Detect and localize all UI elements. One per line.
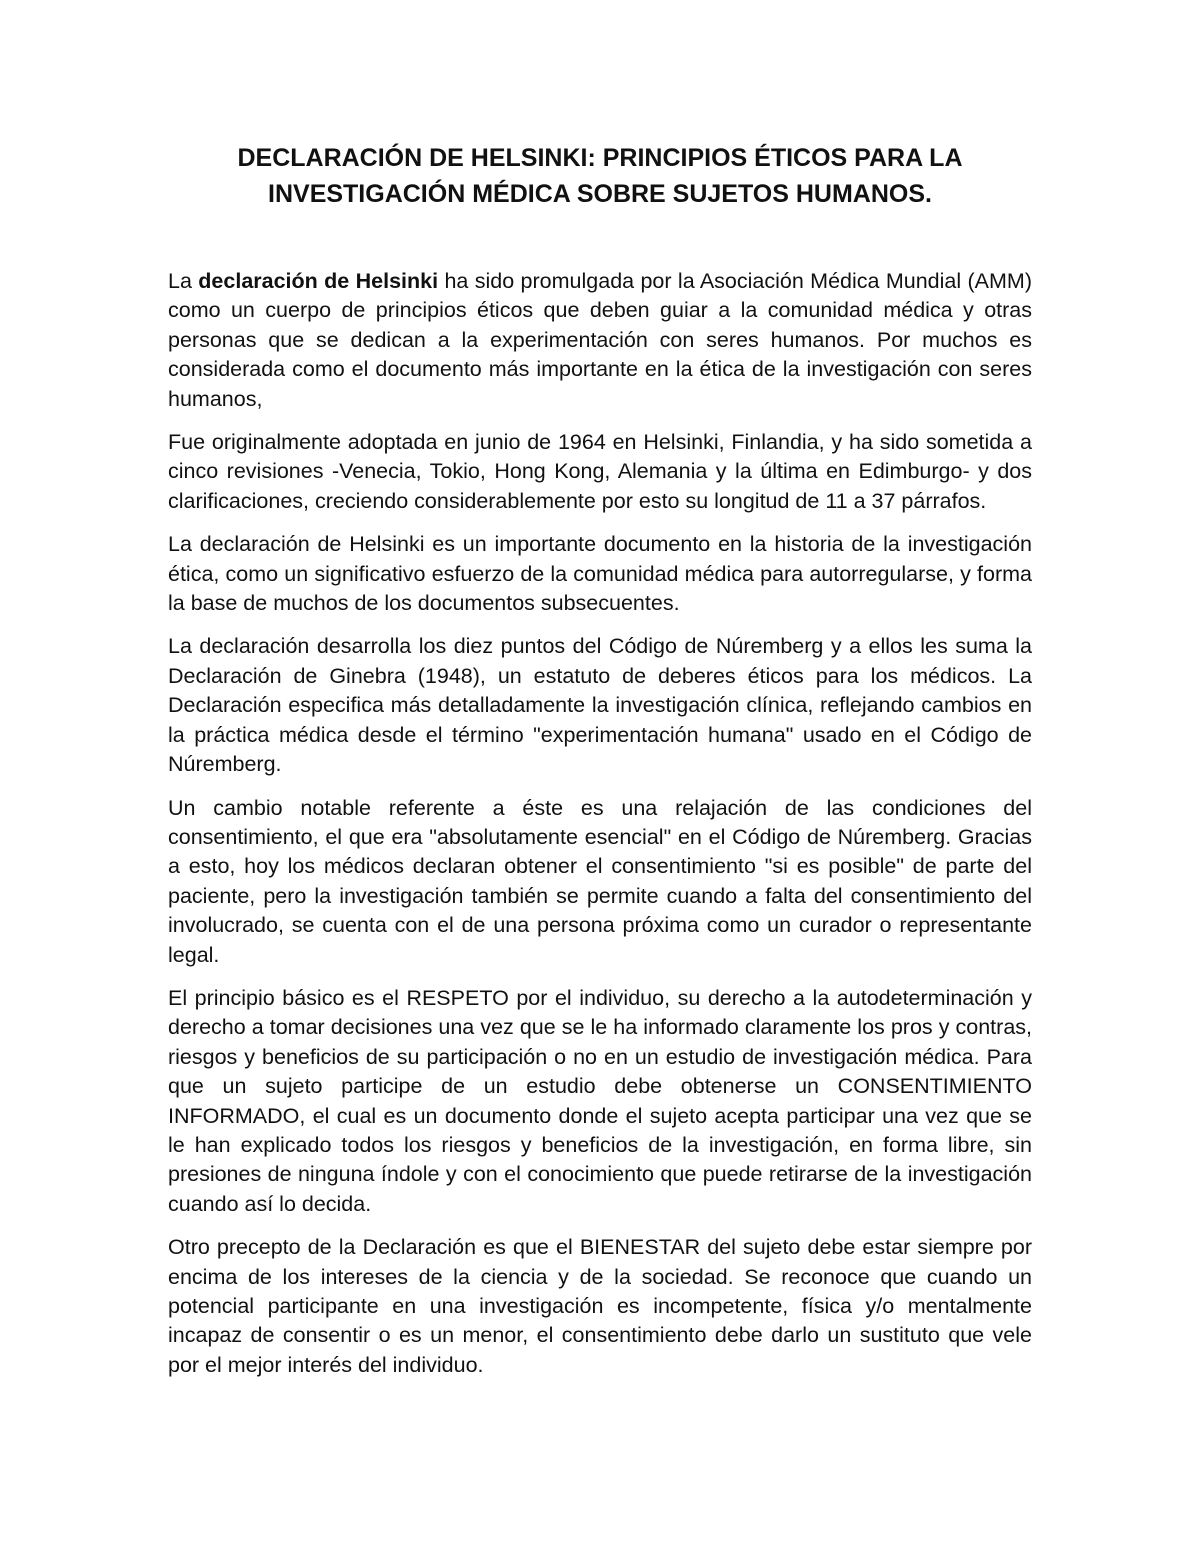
paragraph-1-lead: La: [168, 269, 199, 293]
paragraph-5: Un cambio notable referente a éste es una relajación de las condiciones del consentimiento, el que era "absolutamente esencial" en el Código de Núremberg. Gracias a esto, hoy los médicos declaran obtener el consentimiento "si es posible" de parte del paciente, pero la investigación también se permite cuando a falta del consentimiento del involucrado, se cuenta con el de una persona próxima como un curador o representante legal.: [168, 795, 1032, 967]
paragraph-1-rest: ha sido promulgada por la Asociación Médica Mundial (AMM) como un cuerpo de principios éticos que deben guiar a la comunidad médica y otras personas que se dedican a la experimentación con seres humanos. Por muchos es considerada como el documento más importante en la ética de la investigación con seres humanos,: [168, 269, 1033, 411]
paragraph-1-bold-term: declaración de Helsinki: [198, 269, 439, 293]
title-line-1: DECLARACIÓN DE HELSINKI: PRINCIPIOS ÉTICOS PARA LA: [237, 144, 963, 172]
paragraph-6: El principio básico es el RESPETO por el individuo, su derecho a la autodeterminación y derecho a tomar decisiones una vez que se le ha informado claramente los pros y contras, riesgos y beneficios de su participación o no en un estudio de investigación médica. Para que un sujeto participe de un estudio debe obtenerse un CONSENTIMIENTO INFORMADO, el cual es un documento donde el sujeto acepta participar una vez que se le han explicado todos los riesgos y beneficios de la investigación, en forma libre, sin presiones de ninguna índole y con el conocimiento que puede retirarse de la investigación cuando así lo decida.: [168, 985, 1032, 1216]
paragraph-1: [168, 267, 1032, 414]
paragraph-3: La declaración de Helsinki es un importante documento en la historia de la investigación ética, como un significativo esfuerzo de la comunidad médica para autorregularse, y forma la base de muchos de los documentos subsecuentes.: [168, 532, 1032, 616]
title-line-2: INVESTIGACIÓN MÉDICA SOBRE SUJETOS HUMANOS.: [268, 180, 932, 208]
document-title: [168, 140, 1032, 212]
paragraph-4: La declaración desarrolla los diez puntos del Código de Núremberg y a ellos les suma la Declaración de Ginebra (1948), un estatuto de deberes éticos para los médicos. La Declaración especifica más detalladamente la investigación clínica, reflejando cambios en la práctica médica desde el término "experimentación humana" usado en el Código de Núremberg.: [168, 634, 1032, 777]
paragraph-2: Fue originalmente adoptada en junio de 1964 en Helsinki, Finlandia, y ha sido sometida a cinco revisiones -Venecia, Tokio, Hong Kong, Alemania y la última en Edimburgo- y dos clarificaciones, creciendo considerablemente por esto su longitud de 11 a 37 párrafos.: [168, 430, 1032, 513]
paragraph-7: Otro precepto de la Declaración es que el BIENESTAR del sujeto debe estar siempre por encima de los intereses de la ciencia y de la sociedad. Se reconoce que cuando un potencial participante en una investigación es incompetente, física y/o mentalmente incapaz de consentir o es un menor, el consentimiento debe darlo un sustituto que vele por el mejor interés del individuo.: [168, 1235, 1032, 1377]
document-body: [168, 267, 1032, 1394]
